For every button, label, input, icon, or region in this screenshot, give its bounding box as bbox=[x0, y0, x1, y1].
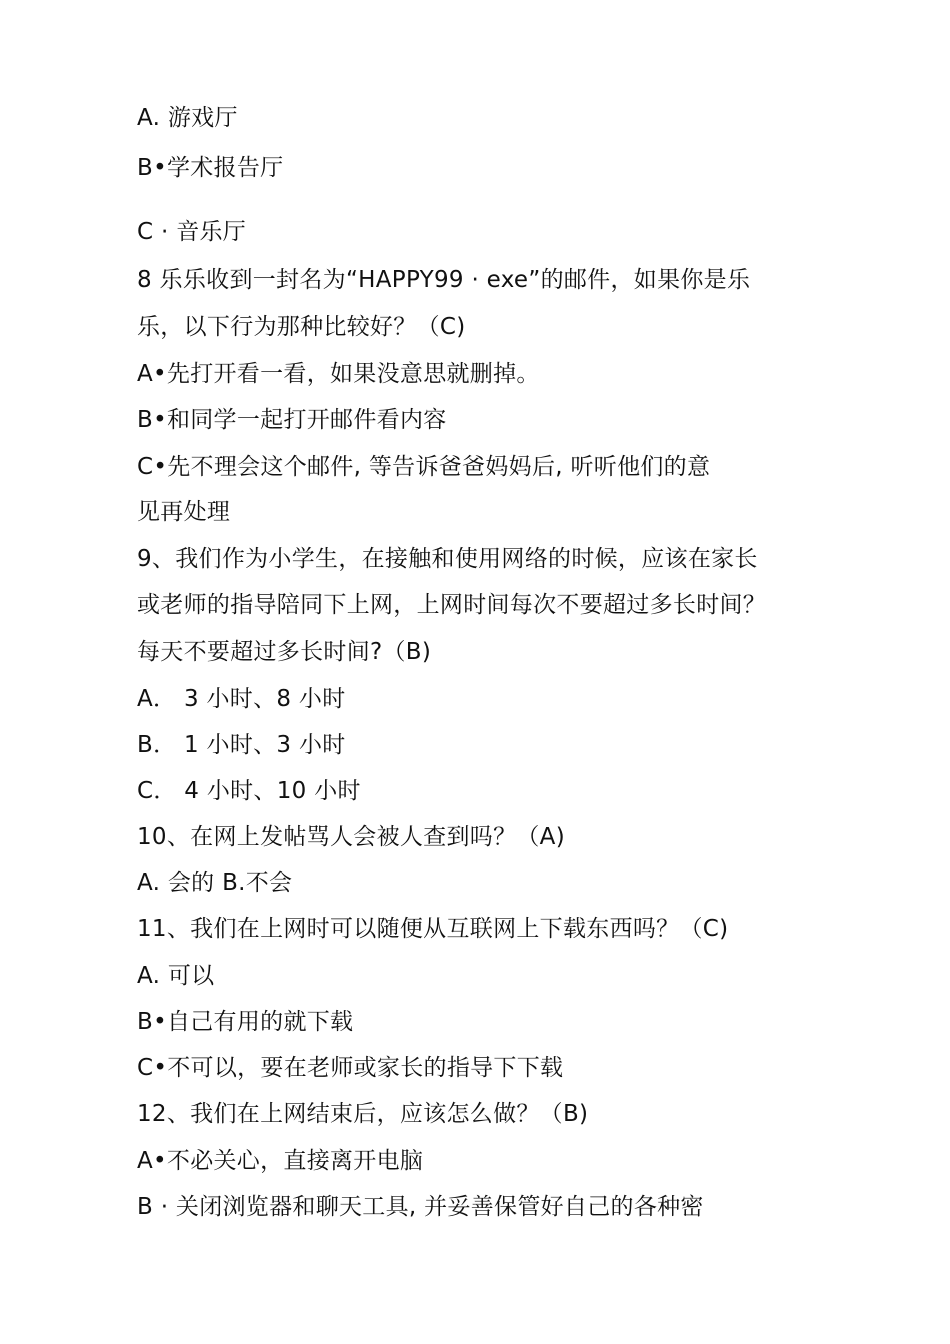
question-line: 12、我们在上网结束后，应该怎么做？（B) bbox=[137, 1101, 589, 1127]
question-line: 每天不要超过多长时间?（B) bbox=[137, 639, 432, 665]
question-line: 10、在网上发帖骂人会被人查到吗？（A) bbox=[137, 824, 565, 850]
option-line: A•先打开看一看，如果没意思就删掉。 bbox=[137, 361, 540, 387]
option-line: A. 可以 bbox=[137, 963, 215, 989]
option-line: C · 音乐厅 bbox=[137, 219, 247, 245]
option-line: B · 关闭浏览器和聊天工具, 并妥善保管好自己的各种密 bbox=[137, 1194, 704, 1220]
question-line: 11、我们在上网时可以随便从互联网上下载东西吗？（C) bbox=[137, 916, 729, 942]
option-line: A•不必关心，直接离开电脑 bbox=[137, 1148, 424, 1174]
option-line: A． 3 小时、8 小时 bbox=[137, 686, 346, 712]
option-line: B•学术报告厅 bbox=[137, 155, 284, 181]
option-line: A. 会的 B.不会 bbox=[137, 870, 293, 896]
option-line: C•不可以，要在老师或家长的指导下下载 bbox=[137, 1055, 564, 1081]
option-line: B•自己有用的就下载 bbox=[137, 1009, 354, 1035]
question-line: 乐，以下行为那种比较好？（C) bbox=[137, 314, 466, 340]
question-line: 或老师的指导陪同下上网，上网时间每次不要超过多长时间？ bbox=[137, 592, 767, 618]
option-line: B． 1 小时、3 小时 bbox=[137, 732, 346, 758]
option-line: 见再处理 bbox=[137, 499, 231, 525]
option-line: B•和同学一起打开邮件看内容 bbox=[137, 407, 447, 433]
question-line: 9、我们作为小学生，在接触和使用网络的时候，应该在家长 bbox=[137, 546, 758, 572]
option-line: A. 游戏厅 bbox=[137, 105, 238, 131]
option-line: C•先不理会这个邮件, 等告诉爸爸妈妈后, 听听他们的意 bbox=[137, 454, 711, 480]
question-line: 8 乐乐收到一封名为“HAPPY99 · exe”的邮件，如果你是乐 bbox=[137, 267, 751, 293]
option-line: C． 4 小时、10 小时 bbox=[137, 778, 361, 804]
